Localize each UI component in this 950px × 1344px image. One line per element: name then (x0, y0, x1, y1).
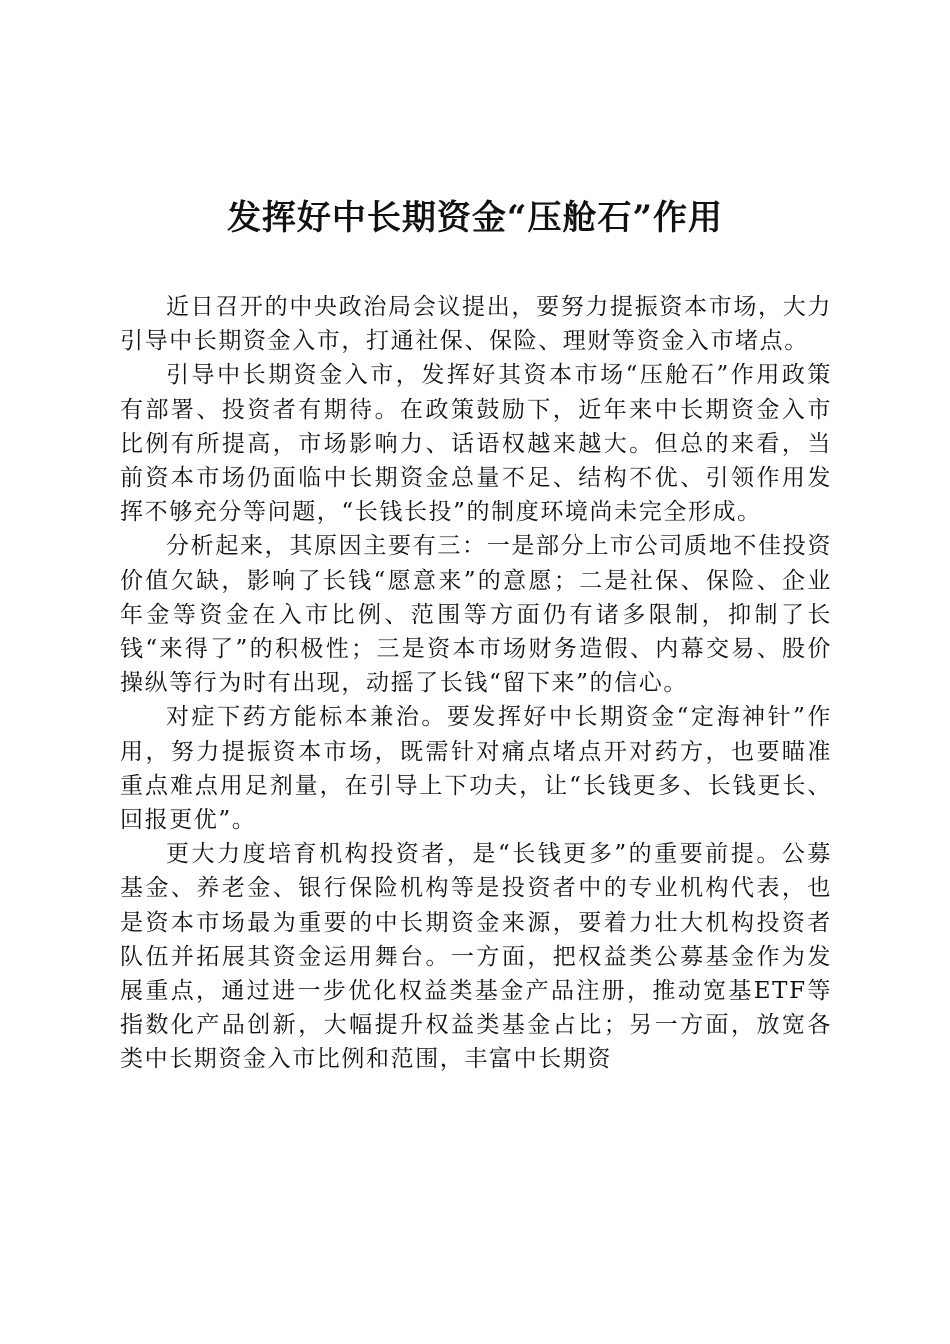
page-title: 发挥好中长期资金“压舱石”作用 (226, 198, 724, 238)
paragraph-1: 近日召开的中央政治局会议提出，要努力提振资本市场，大力引导中长期资金入市，打通社保、保险、理财等资金入市堵点。 (120, 294, 832, 355)
article-body (120, 290, 832, 1077)
paragraph-3: 分析起来，其原因主要有三：一是部分上市公司质地不佳投资价值欠缺，影响了长钱“愿意来”的意愿；二是社保、保险、企业年金等资金在入市比例、范围等方面仍有诸多限制，抑制了长钱“来得了”的积极性；三是资本市场财务造假、内幕交易、股价操纵等行为时有出现，动摇了长钱“留下来”的信心。 (120, 533, 832, 697)
paragraph-2: 引导中长期资金入市，发挥好其资本市场“压舱石”作用政策有部署、投资者有期待。在政策鼓励下，近年来中长期资金入市比例有所提高，市场影响力、话语权越来越大。但总的来看，当前资本市场仍面临中长期资金总量不足、结构不优、引领作用发挥不够充分等问题，“长钱长投”的制度环境尚未完全形成。 (120, 362, 832, 526)
paragraph-4: 对症下药方能标本兼治。要发挥好中长期资金“定海神针”作用，努力提振资本市场，既需针对痛点堵点开对药方，也要瞄准重点难点用足剂量，在引导上下功夫，让“长钱更多、长钱更长、回报更优”。 (120, 704, 832, 834)
paragraph-5: 更大力度培育机构投资者，是“长钱更多”的重要前提。公募基金、养老金、银行保险机构等是投资者中的专业机构代表，也是资本市场最为重要的中长期资金来源，要着力壮大机构投资者队伍并拓展其资金运用舞台。一方面，把权益类公募基金作为发展重点，通过进一步优化权益类基金产品注册，推动宽基ETF等指数化产品创新，大幅提升权益类基金占比；另一方面，放宽各类中长期资金入市比例和范围，丰富中长期资 (120, 841, 832, 1073)
